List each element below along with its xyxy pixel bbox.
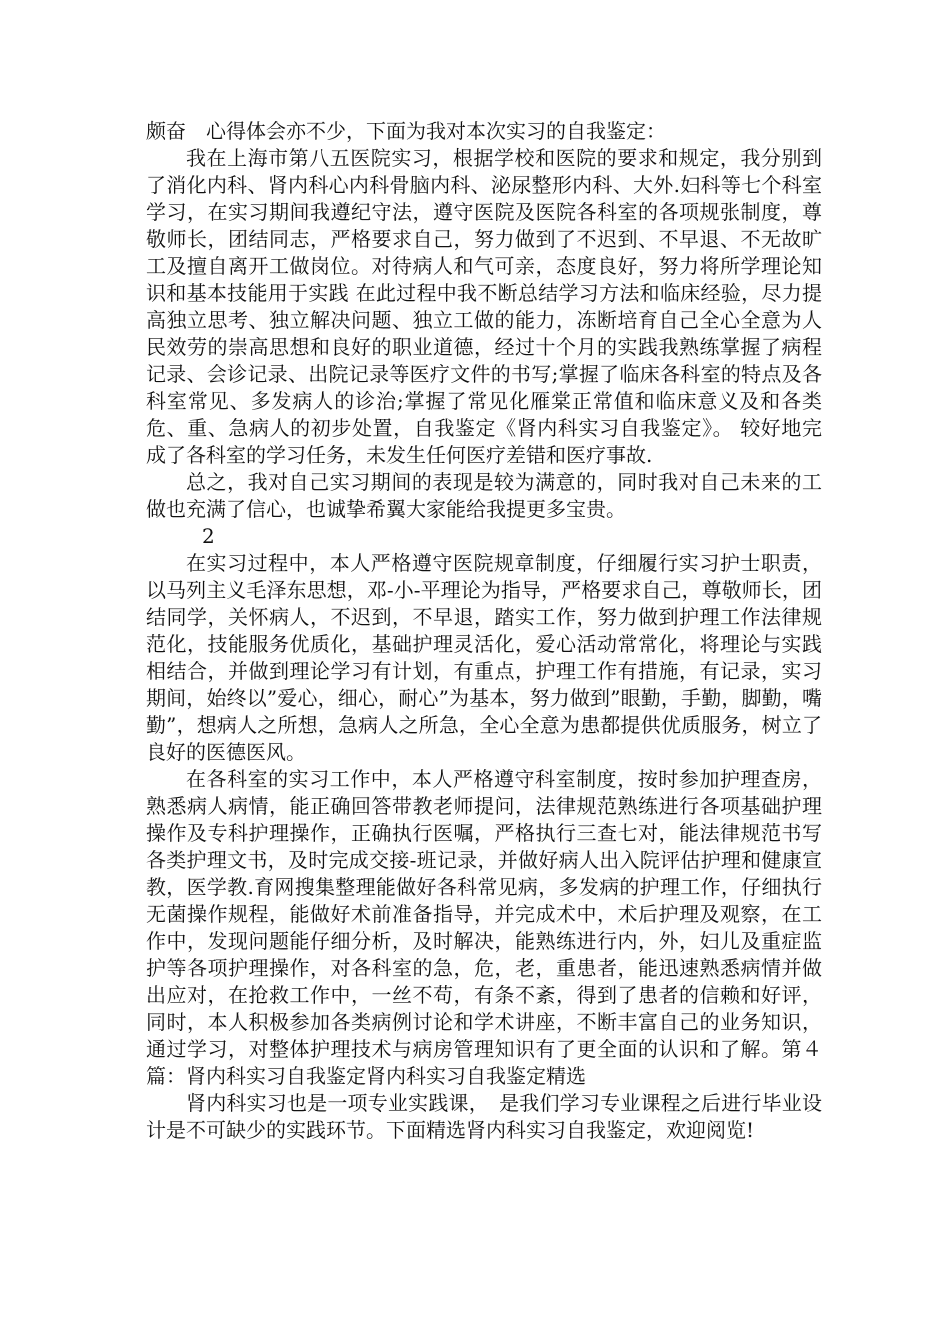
paragraph-conclusion: 总之，我对自己实习期间的表现是较为满意的，同时我对自己未来的工做也充满了信心，也诚挚希翼大家能给我提更多宝贵。 <box>146 470 822 521</box>
document-body <box>146 118 822 1144</box>
paragraph-nephrology-intro: 肾内科实习也是一项专业实践课， 是我们学习专业课程之后进行毕业设计是不可缺少的实践环节。下面精选肾内科实习自我鉴定，欢迎阅览! <box>146 1091 822 1142</box>
paragraph-nursing-duties: 在实习过程中，本人严格遵守医院规章制度，仔细履行实习护士职责，以马列主义毛泽东思想，邓-小-平理论为指导，严格要求自己，尊敬师长，团结同学，关怀病人，不迟到，不早退，踏实工作，努力做到护理工作法律规范化，技能服务优质化，基础护理灵活化，爱心活动常常化，将理论与实践相结合，并做到理论学习有计划，有重点，护理工作有措施，有记录，实习期间，始终以”爱心，细心，耐心”为基本，努力做到”眼勤，手勤，脚勤，嘴勤”，想病人之所想，急病人之所急，全心全意为患都提供优质服务，树立了良好的医德医风。 <box>146 551 822 764</box>
paragraph-intro: 颇奋 心得体会亦不少，下面为我对本次实习的自我鉴定： <box>146 119 666 143</box>
section-number: 2 <box>202 524 215 548</box>
paragraph-internship-summary: 我在上海市第八五医院实习，根据学校和医院的要求和规定，我分别到了消化内科、肾内科心内科骨脑内科、泌尿整形内科、大外.妇科等七个科室学习，在实习期间我遵纪守法，遵守医院及医院各科室的各项规张制度，尊敬师长，团结同志，严格要求自己，努力做到了不迟到、不早退、不无故旷工及擅自离开工做岗位。对待病人和气可亲，态度良好，努力将所学理论知识和基本技能用于实践 在此过程中我不断总结学习方法和临床经验，尽力提高独立思考、独立解决问题、独立工做的能力，冻断培育自己全心全意为人民效劳的崇高思想和良好的职业道德，经过十个月的实践我熟练掌握了病程记录、会诊记录、出院记录等医疗文件的书写;掌握了临床各科室的特点及各科室常见、多发病人的诊治;掌握了常见化雁棠正常值和临床意义及和各类危、重、急病人的初步处置，自我鉴定《肾内科实习自我鉴定》。 较好地完成了各科室的学习任务，未发生任何医疗差错和医疗事故. <box>146 146 822 467</box>
paragraph-department-work: 在各科室的实习工作中，本人严格遵守科室制度，按时参加护理查房，熟悉病人病情，能正确回答带教老师提问，法律规范熟练进行各项基础护理操作及专科护理操作，正确执行医嘱，严格执行三查七对，能法律规范书写各类护理文书，及时完成交接-班记录，并做好病人出入院评估护理和健康宣教，医学教.育网搜集整理能做好各科常见病，多发病的护理工作，仔细执行无菌操作规程，能做好术前准备指导，并完成术中，术后护理及观察，在工作中，发现问题能仔细分析，及时解决，能熟练进行内，外，妇儿及重症监护等各项护理操作，对各科室的急，危，老，重患者，能迅速熟悉病情并做出应对，在抢救工作中，一丝不苟，有条不紊，得到了患者的信赖和好评，同时，本人积极参加各类病例讨论和学术讲座，不断丰富自己的业务知识，通过学习，对整体护理技术与病房管理知识有了更全面的认识和了解。第４篇：肾内科实习自我鉴定肾内科实习自我鉴定精选 <box>146 767 822 1088</box>
